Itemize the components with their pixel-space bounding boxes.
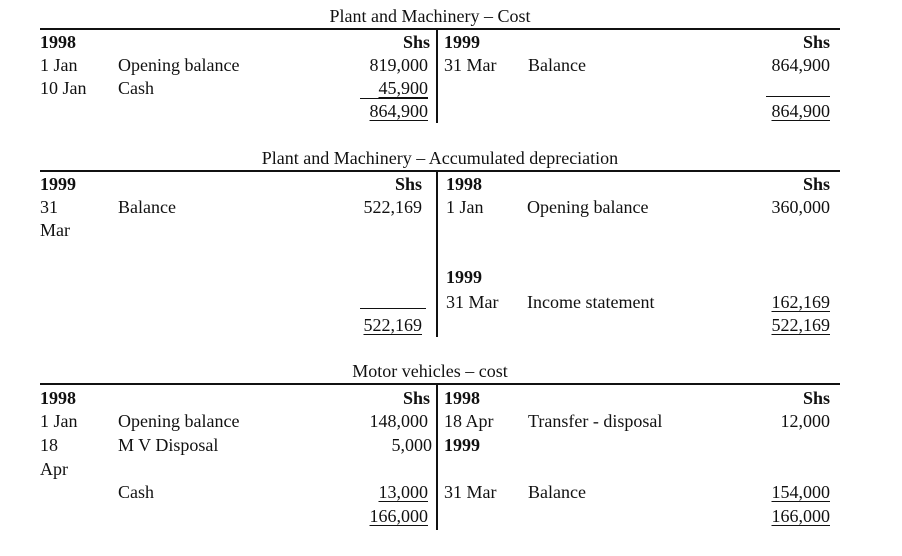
entry-description: Opening balance [527,197,649,217]
credit-year: 1998 [446,174,482,194]
entry-amount: 819,000 [369,55,428,75]
entry-date: 1 Jan [446,197,484,217]
entry-date: 1 Jan [40,55,78,75]
entry-amount: 522,169 [363,197,422,217]
credit-currency: Shs [802,32,830,52]
entry-amount: 162,169 [771,292,830,312]
entry-date: 1 Jan [40,411,78,431]
account-title: Plant and Machinery – Cost [329,6,531,26]
account-title: Motor vehicles – cost [352,361,508,381]
debit-total: 864,900 [369,101,428,121]
entry-date: 18 [40,435,58,455]
credit-year: 1998 [444,388,480,408]
entry-description: Cash [118,78,154,98]
entry-date: 31 Mar [446,292,499,312]
entry-description: Balance [528,55,586,75]
credit-total: 166,000 [771,506,830,526]
entry-amount: 148,000 [369,411,428,431]
entry-date: 10 Jan [40,78,87,98]
debit-total: 522,169 [363,315,422,335]
account-title: Plant and Machinery – Accumulated depreciation [261,148,619,168]
entry-amount: 154,000 [771,482,830,502]
entry-amount: 5,000 [391,435,432,455]
entry-description: Opening balance [118,55,240,75]
entry-description: Balance [118,197,176,217]
t-account-top-rule [40,170,840,172]
entry-description: M V Disposal [118,435,219,455]
subtotal-rule [360,98,428,99]
entry-date: 18 Apr [444,411,494,431]
entry-amount: 360,000 [771,197,830,217]
entry-date: 31 Mar [444,55,497,75]
credit-total: 522,169 [771,315,830,335]
debit-currency: Shs [402,32,430,52]
debit-year: 1998 [40,32,76,52]
credit-year-2: 1999 [446,267,482,287]
credit-currency: Shs [802,174,830,194]
entry-description: Income statement [527,292,655,312]
entry-amount: 864,900 [771,55,830,75]
subtotal-rule [766,96,830,97]
entry-date-continued: Mar [40,220,70,240]
credit-currency: Shs [802,388,830,408]
debit-year: 1999 [40,174,76,194]
entry-description: Opening balance [118,411,240,431]
credit-year: 1999 [444,32,480,52]
debit-currency: Shs [402,388,430,408]
entry-date: 31 [40,197,58,217]
entry-description: Balance [528,482,586,502]
debit-year: 1998 [40,388,76,408]
t-account-divider [436,384,438,530]
subtotal-rule [360,308,426,309]
t-account-divider [436,29,438,123]
entry-date: 31 Mar [444,482,497,502]
t-account-top-rule [40,383,840,385]
entry-amount: 45,900 [378,78,428,98]
credit-total: 864,900 [771,101,830,121]
debit-total: 166,000 [369,506,428,526]
debit-currency: Shs [394,174,422,194]
entry-description: Transfer - disposal [528,411,663,431]
entry-description: Cash [118,482,154,502]
entry-amount: 12,000 [780,411,830,431]
t-account-divider [436,171,438,337]
credit-year-2: 1999 [444,435,480,455]
t-account-top-rule [40,28,840,30]
entry-date-continued: Apr [40,459,68,479]
entry-amount: 13,000 [378,482,428,502]
